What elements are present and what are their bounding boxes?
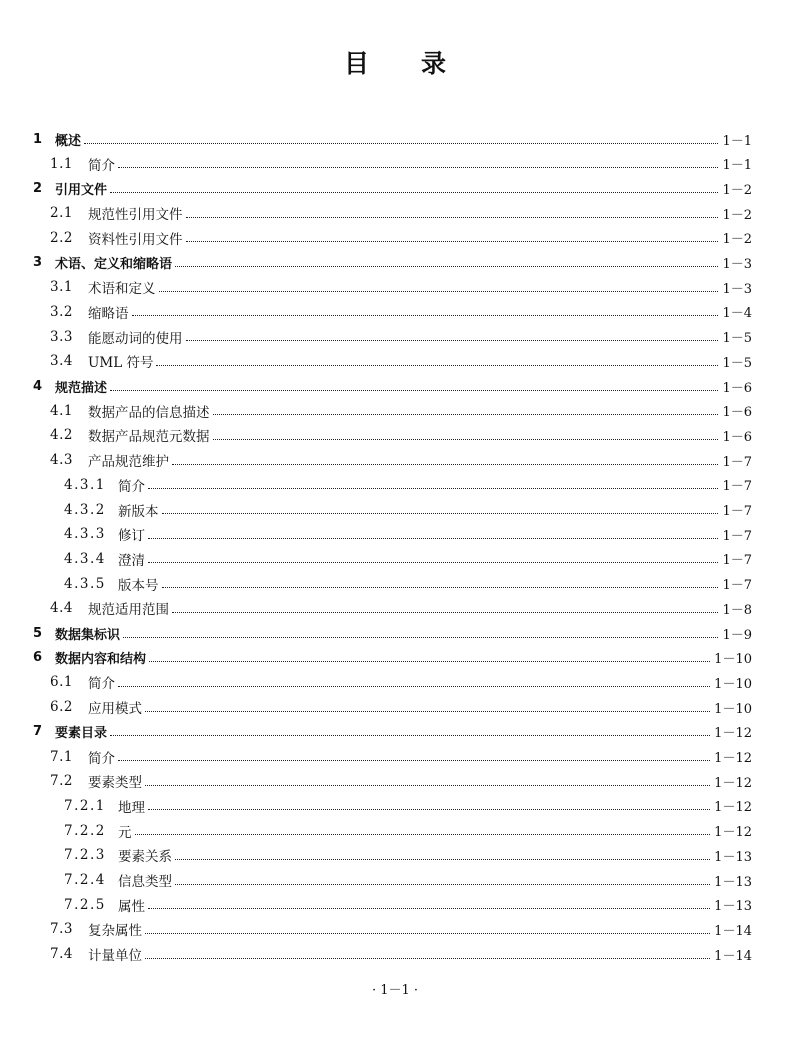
- toc-entry-page: 1－3: [722, 281, 752, 297]
- dot-leader: [186, 330, 719, 341]
- toc-entry-page: 1－14: [714, 923, 752, 939]
- toc-entry-number: 7.2.2: [64, 822, 106, 839]
- toc-entry-number: 3: [33, 255, 43, 270]
- dot-leader: [110, 182, 718, 193]
- toc-entry-number: 6.2: [50, 699, 73, 716]
- toc-entry-number: 7.2.1: [64, 797, 106, 814]
- toc-entry-page: 1－1: [722, 133, 752, 149]
- dot-leader: [175, 256, 718, 267]
- toc-entry-label: 澄清: [118, 552, 145, 569]
- dot-leader: [186, 207, 719, 218]
- toc-entry-number: 4.3.2: [64, 501, 106, 518]
- toc-entry[interactable]: [50, 202, 752, 224]
- toc-entry[interactable]: [33, 375, 752, 397]
- toc-entry[interactable]: [50, 746, 752, 768]
- toc-entry-page: 1－6: [722, 429, 752, 445]
- toc-entry-page: 1－14: [714, 948, 752, 964]
- toc-entry-number: 4.4: [50, 600, 73, 617]
- dot-leader: [84, 133, 718, 144]
- toc-entry-number: 3.4: [50, 353, 73, 370]
- toc-entry-number: 4.3.4: [64, 550, 106, 567]
- dot-leader: [162, 577, 719, 588]
- dot-leader: [135, 824, 711, 835]
- toc-entry[interactable]: [64, 820, 752, 842]
- toc-entry[interactable]: [50, 301, 752, 323]
- toc-entry-label: 能愿动词的使用: [88, 330, 183, 347]
- toc-entry-label: 复杂属性: [88, 923, 142, 940]
- toc-entry-label: 简介: [88, 157, 115, 174]
- toc-entry-number: 3.2: [50, 303, 73, 320]
- toc-entry-page: 1－4: [722, 306, 752, 322]
- dot-leader: [149, 651, 710, 662]
- toc-entry-number: 6.1: [50, 674, 73, 691]
- toc-entry-number: 7.2.5: [64, 896, 106, 913]
- dot-leader: [213, 429, 719, 440]
- toc-entry-number: 5: [33, 625, 43, 641]
- toc-entry-page: 1－12: [714, 775, 752, 791]
- toc-entry-number: 7.1: [50, 748, 73, 765]
- toc-entry[interactable]: [64, 795, 752, 817]
- toc-entry-label: 新版本: [118, 503, 159, 520]
- dot-leader: [148, 799, 710, 810]
- toc-entry-label: 简介: [118, 478, 145, 495]
- toc-entry-number: 7: [33, 724, 43, 740]
- dot-leader: [172, 602, 718, 613]
- toc-entry-label: 应用模式: [88, 701, 142, 718]
- toc-entry[interactable]: [64, 548, 752, 570]
- toc-entry-label: 概述: [55, 133, 82, 149]
- toc-entry-label: UML 符号: [88, 355, 154, 372]
- toc-entry-label: 缩略语: [88, 305, 129, 322]
- toc-entry-number: 2: [33, 180, 43, 196]
- toc-entry-page: 1－7: [722, 553, 752, 569]
- dot-leader: [148, 478, 718, 489]
- dot-leader: [162, 503, 719, 514]
- toc-entry-page: 1－5: [722, 355, 752, 371]
- toc-entry-label: 规范性引用文件: [88, 207, 183, 224]
- toc-entry-label: 数据集标识: [55, 627, 121, 643]
- toc-entry-number: 2.2: [50, 229, 73, 246]
- toc-entry-number: 7.2.4: [64, 872, 106, 888]
- toc-entry-page: 1－8: [722, 602, 752, 618]
- toc-entry-number: 4.1: [50, 402, 73, 419]
- toc-entry-page: 1－7: [722, 479, 752, 495]
- toc-entry-number: 3.3: [50, 328, 73, 345]
- dot-leader: [132, 305, 719, 316]
- toc-entry-label: 规范描述: [55, 380, 108, 396]
- dot-leader: [148, 528, 718, 539]
- toc-entry[interactable]: [64, 499, 752, 521]
- toc-entry[interactable]: [50, 400, 752, 422]
- toc-entry-number: 4.3.1: [64, 476, 106, 493]
- dot-leader: [148, 552, 718, 563]
- toc-entry[interactable]: [50, 227, 752, 249]
- page-title: [0, 44, 790, 80]
- toc-entry-number: 7.3: [50, 921, 73, 938]
- toc-entry-page: 1－1: [722, 158, 752, 174]
- toc-entry-page: 1－7: [722, 504, 752, 519]
- toc-entry-page: 1－2: [722, 232, 752, 248]
- toc-entry-page: 1－6: [722, 380, 752, 396]
- toc-entry-number: 4.3.3: [64, 526, 106, 543]
- toc-entry[interactable]: [50, 326, 752, 348]
- toc-entry-label: 资料性引用文件: [88, 231, 183, 248]
- toc-entry-page: 1－6: [722, 405, 752, 421]
- page-footer-number: · 1－1 ·: [371, 983, 419, 998]
- toc-entry-label: 要素目录: [55, 726, 108, 742]
- toc-entry[interactable]: [50, 943, 752, 965]
- dot-leader: [145, 701, 710, 712]
- toc-entry-label: 计量单位: [88, 948, 142, 965]
- toc-entry-label: 规范适用范围: [88, 602, 169, 619]
- toc-entry[interactable]: [33, 647, 752, 669]
- toc-entry-number: 2.1: [50, 205, 73, 222]
- toc-entry-page: 1－12: [714, 726, 752, 742]
- dot-leader: [148, 898, 710, 909]
- toc-entry-label: 信息类型: [118, 874, 172, 890]
- toc-entry-page: 1－7: [722, 454, 752, 470]
- toc-entry[interactable]: [64, 844, 752, 866]
- toc-entry-page: 1－2: [722, 182, 752, 198]
- toc-entry-label: 数据内容和结构: [55, 652, 147, 668]
- toc-entry-label: 属性: [118, 898, 145, 915]
- dot-leader: [145, 775, 710, 786]
- toc-entry-page: 1－3: [722, 257, 752, 272]
- dot-leader: [118, 750, 710, 761]
- dot-leader: [145, 923, 710, 934]
- dot-leader: [175, 849, 710, 860]
- dot-leader: [172, 454, 718, 465]
- toc-entry-number: 4.3.5: [64, 575, 106, 592]
- toc-entry-label: 术语、定义和缩略语: [55, 257, 173, 272]
- toc-entry[interactable]: [50, 597, 752, 619]
- toc-entry-label: 要素类型: [88, 775, 142, 792]
- toc-entry-page: 1－13: [714, 874, 752, 890]
- toc-entry-label: 简介: [88, 750, 115, 767]
- toc-entry-number: 7.4: [50, 946, 73, 963]
- toc-entry[interactable]: [64, 894, 752, 916]
- toc-entry-label: 要素关系: [118, 849, 172, 866]
- toc-entry[interactable]: [33, 721, 752, 743]
- toc-entry-number: 7.2.3: [64, 847, 106, 864]
- toc-entry-label: 数据产品的信息描述: [88, 404, 210, 421]
- toc-entry-label: 术语和定义: [88, 281, 156, 298]
- toc-entry[interactable]: [50, 696, 752, 718]
- toc-entry[interactable]: [64, 474, 752, 496]
- toc-entry-number: 7.2: [50, 773, 73, 790]
- toc-entry[interactable]: [50, 449, 752, 471]
- dot-leader: [213, 404, 719, 415]
- toc-entry-page: 1－7: [722, 528, 752, 544]
- toc-entry[interactable]: [50, 350, 752, 372]
- toc-entry[interactable]: [33, 128, 752, 150]
- page-title-char-2: 录: [421, 49, 447, 78]
- page-title-char-1: 目: [343, 49, 369, 78]
- toc-entry-label: 产品规范维护: [88, 454, 169, 471]
- toc-entry-label: 简介: [88, 676, 115, 693]
- dot-leader: [110, 380, 718, 391]
- toc-entry-number: 4: [33, 378, 43, 394]
- dot-leader: [175, 874, 710, 885]
- toc-entry-label: 修订: [118, 528, 145, 545]
- toc-entry[interactable]: [64, 869, 752, 891]
- toc-entry[interactable]: [33, 622, 752, 644]
- toc-entry-label: 数据产品规范元数据: [88, 429, 210, 446]
- dot-leader: [118, 157, 718, 168]
- toc-entry[interactable]: [33, 177, 752, 199]
- toc-entry[interactable]: [50, 424, 752, 446]
- dot-leader: [156, 355, 718, 366]
- dot-leader: [118, 676, 710, 687]
- dot-leader: [159, 281, 719, 292]
- dot-leader: [123, 627, 718, 638]
- toc-entry-number: 6: [33, 650, 43, 666]
- toc-entry-number: 4.2: [50, 427, 73, 444]
- toc-entry-page: 1－5: [722, 331, 752, 347]
- toc-entry[interactable]: [50, 276, 752, 298]
- toc-entry-number: 4.3: [50, 452, 73, 469]
- dot-leader: [186, 231, 719, 242]
- toc-entry[interactable]: [64, 523, 752, 545]
- toc-entry-page: 1－2: [722, 207, 752, 223]
- toc-entry-page: 1－12: [714, 800, 752, 816]
- toc-entry[interactable]: [50, 671, 752, 693]
- toc-entry-page: 1－10: [714, 652, 752, 668]
- toc-entry[interactable]: [33, 252, 752, 274]
- toc-entry-page: 1－7: [722, 578, 752, 594]
- toc-entry-page: 1－12: [714, 751, 752, 766]
- toc-entry-number: 1: [33, 131, 43, 147]
- toc-entry-label: 元: [118, 824, 132, 841]
- toc-entry-page: 1－9: [722, 627, 752, 643]
- toc-entry-label: 地理: [118, 799, 145, 816]
- dot-leader: [145, 948, 710, 959]
- toc-entry-label: 版本号: [118, 577, 159, 594]
- toc-entry[interactable]: [64, 573, 752, 595]
- toc-entry-number: 3.1: [50, 279, 73, 296]
- toc-entry-page: 1－10: [714, 676, 752, 692]
- toc-entry[interactable]: [50, 918, 752, 940]
- toc-entry-page: 1－10: [714, 701, 752, 717]
- toc-entry-number: 1.1: [50, 155, 73, 172]
- toc-entry-page: 1－13: [714, 899, 752, 915]
- toc-entry-page: 1－13: [714, 849, 752, 865]
- toc-entry[interactable]: [50, 153, 752, 175]
- toc-entry-page: 1－12: [714, 825, 752, 841]
- dot-leader: [110, 725, 710, 736]
- toc-entry[interactable]: [50, 770, 752, 792]
- toc-entry-label: 引用文件: [55, 182, 108, 198]
